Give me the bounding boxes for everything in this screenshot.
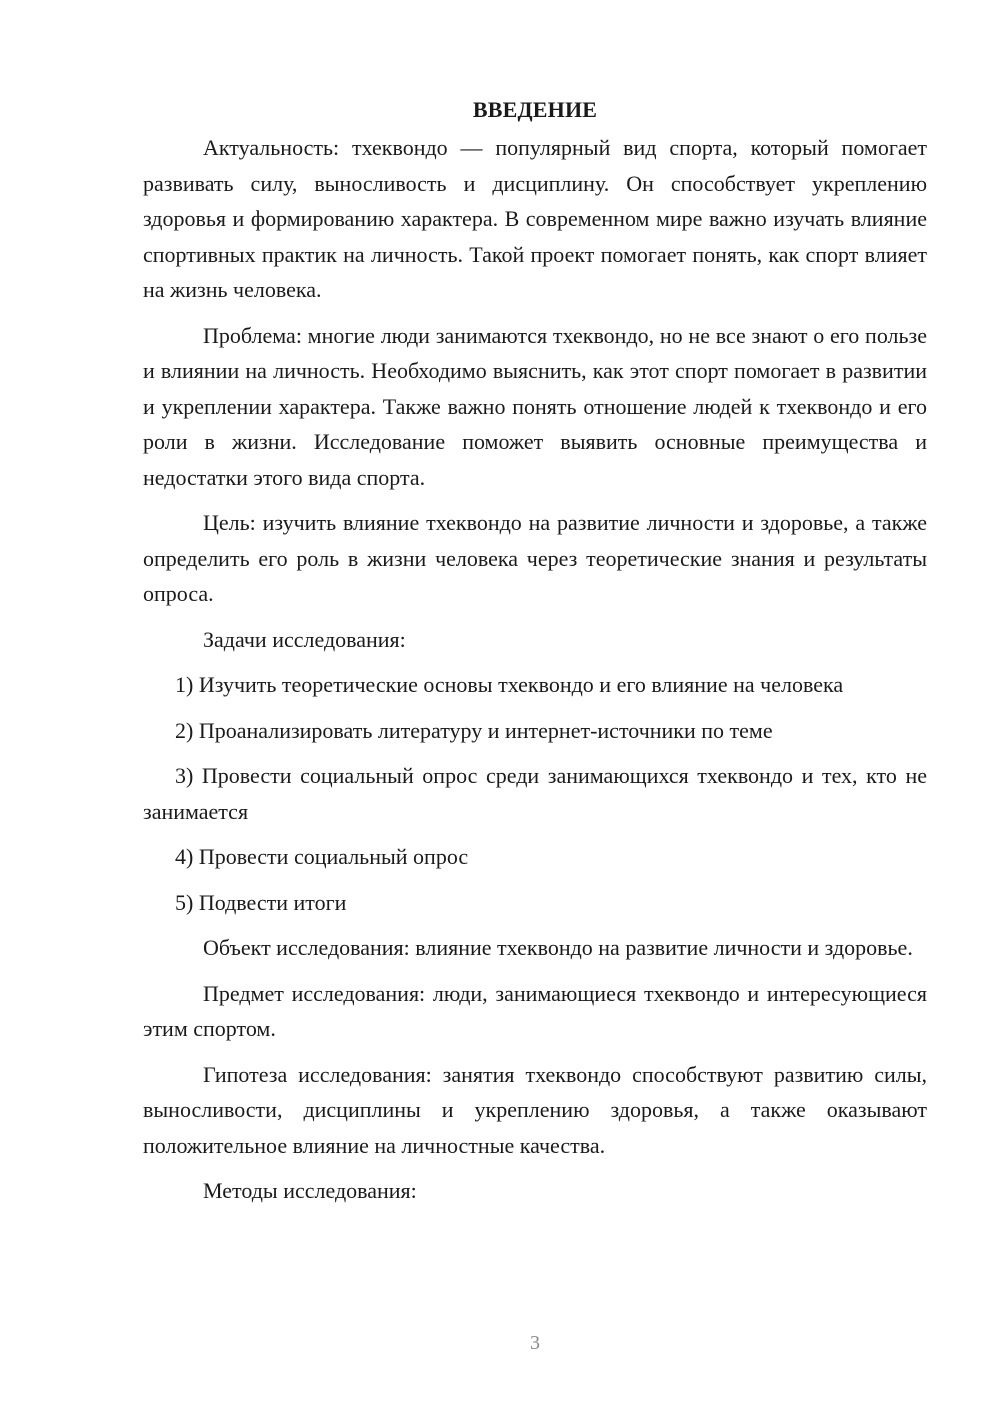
paragraph-relevance: Актуальность: тхеквондо — популярный вид спорта, который помогает развивать силу, выносливость и дисциплину. Он способствует укреплению здоровья и формированию характера. В современном мире важно изучать влияние спортивных практик на личность. Такой проект помогает понять, как спорт влияет на жизнь человека.	[143, 135, 927, 302]
task-item-3: 3) Провести социальный опрос среди занимающихся тхеквондо и тех, кто не занимается	[143, 763, 927, 824]
task-item-1: 1) Изучить теоретические основы тхеквондо и его влияние на человека	[175, 672, 844, 697]
paragraph-methods-heading: Методы исследования:	[203, 1178, 417, 1203]
paragraph-tasks-heading: Задачи исследования:	[203, 626, 406, 652]
paragraph-hypothesis: Гипотеза исследования: занятия тхеквондо способствуют развитию силы, выносливости, дисциплины и укреплению здоровья, а также оказывают положительное влияние на личностные качества.	[143, 1061, 927, 1158]
paragraph-problem: Проблема: многие люди занимаются тхеквондо, но не все знают о его пользе и влиянии на личность. Необходимо выяснить, как этот спорт помогает в развитии и укреплении характера. Также важно понять отношение людей к тхеквондо и его роли в жизни. Исследование поможет выявить основные преимущества и недостатки этого вида спорта.	[143, 322, 927, 490]
paragraph-subject: Предмет исследования: люди, занимающиеся тхеквондо и интересующиеся этим спортом.	[143, 980, 927, 1041]
paragraph-goal: Цель: изучить влияние тхеквондо на развитие личности и здоровье, а также определить его роль в жизни человека через теоретические знания и результаты опроса.	[143, 510, 927, 606]
task-item-4: 4) Провести социальный опрос	[175, 844, 469, 869]
document-page	[143, 92, 927, 1219]
page-title: ВВЕДЕНИЕ	[472, 97, 598, 122]
page-number: 3	[530, 1332, 540, 1354]
paragraph-object: Объект исследования: влияние тхеквондо на развитие личности и здоровье.	[203, 935, 913, 960]
task-item-5: 5) Подвести итоги	[175, 889, 347, 915]
task-item-2: 2) Проанализировать литературу и интернет-источники по теме	[175, 717, 773, 743]
